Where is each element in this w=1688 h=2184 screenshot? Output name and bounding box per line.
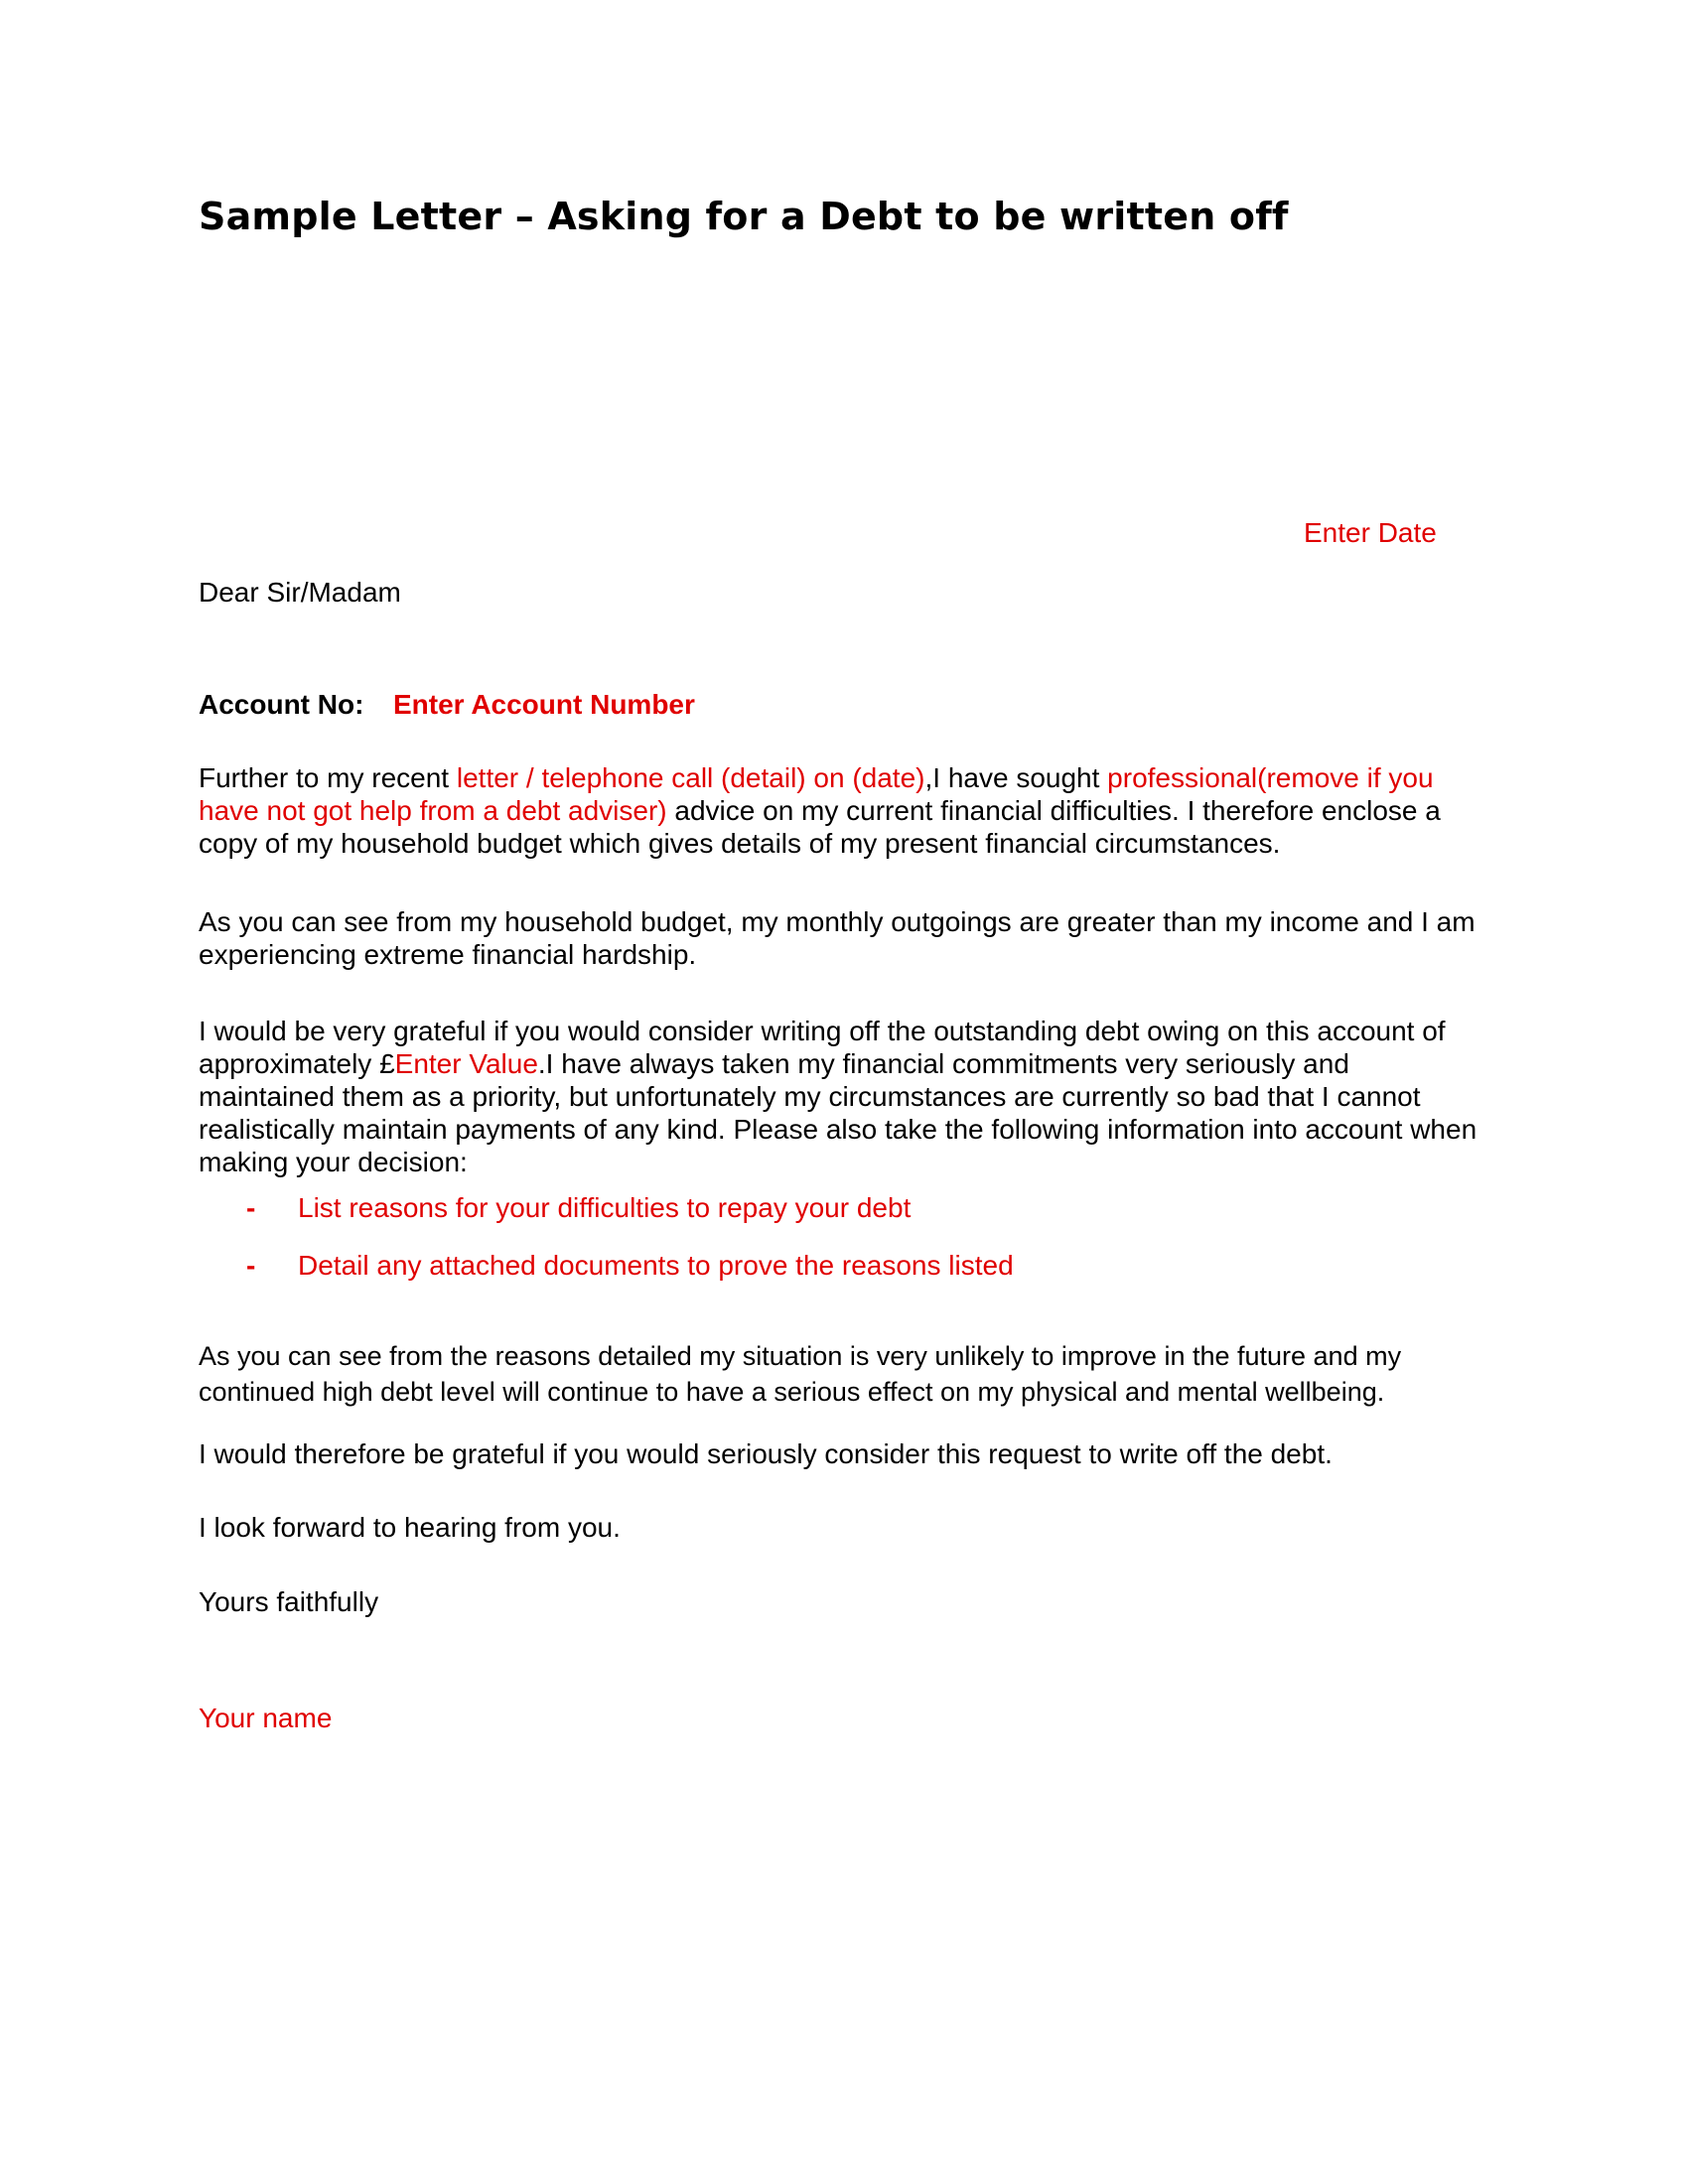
account-number-placeholder: Enter Account Number [393,689,695,720]
paragraph-intro-text-3: advice on my current financial difficulties. I therefore enclose a copy of my household budget which gives details of my present financial circumstances. [199,795,1441,859]
paragraph-request-text-1: I would be very grateful if you would consider writing off the outstanding debt owing on this account of approximately £ [199,1016,1446,1079]
paragraph-intro-text-1: Further to my recent [199,762,457,793]
account-label: Account No: [199,689,364,720]
paragraph-request-text-2: .I have always taken my financial commitments very seriously and maintained them as a priority, but unfortunately my circumstances are currently so bad that I cannot realistically maintain payments of any kind. Please also take the following information into account when making your decision: [199,1048,1477,1177]
paragraph-consider: I would therefore be grateful if you would seriously consider this request to write off the debt. [199,1438,1333,1469]
signature-placeholder: Your name [199,1703,333,1733]
bullet-text: Detail any attached documents to prove the reasons listed [298,1250,1014,1281]
closing: Yours faithfully [199,1586,379,1617]
paragraph-intro-text-2: ,I have sought [924,762,1108,793]
paragraph-intro [199,761,1489,860]
date-placeholder: Enter Date [1304,517,1437,548]
value-placeholder: Enter Value [394,1048,538,1079]
letter-title: Sample Letter – Asking for a Debt to be written off [199,195,1289,238]
account-line [199,688,695,721]
salutation: Dear Sir/Madam [199,577,401,608]
professional-placeholder: professional(remove if you have not got help from a debt adviser) [199,762,1434,826]
paragraph-situation: As you can see from the reasons detailed my situation is very unlikely to improve in the future and my continued high debt level will continue to have a serious effect on my physical and mental wellbeing. [199,1341,1402,1407]
paragraph-look-forward: I look forward to hearing from you. [199,1512,621,1543]
bullet-marker: - [246,1192,256,1223]
bullet-marker: - [246,1250,256,1281]
paragraph-request [199,1015,1489,1178]
contact-detail-placeholder: letter / telephone call (detail) on (date) [456,762,925,793]
paragraph-budget: As you can see from my household budget, my monthly outgoings are greater than my income and I am experiencing extreme financial hardship. [199,906,1476,970]
bullet-text: List reasons for your difficulties to repay your debt [298,1192,912,1223]
